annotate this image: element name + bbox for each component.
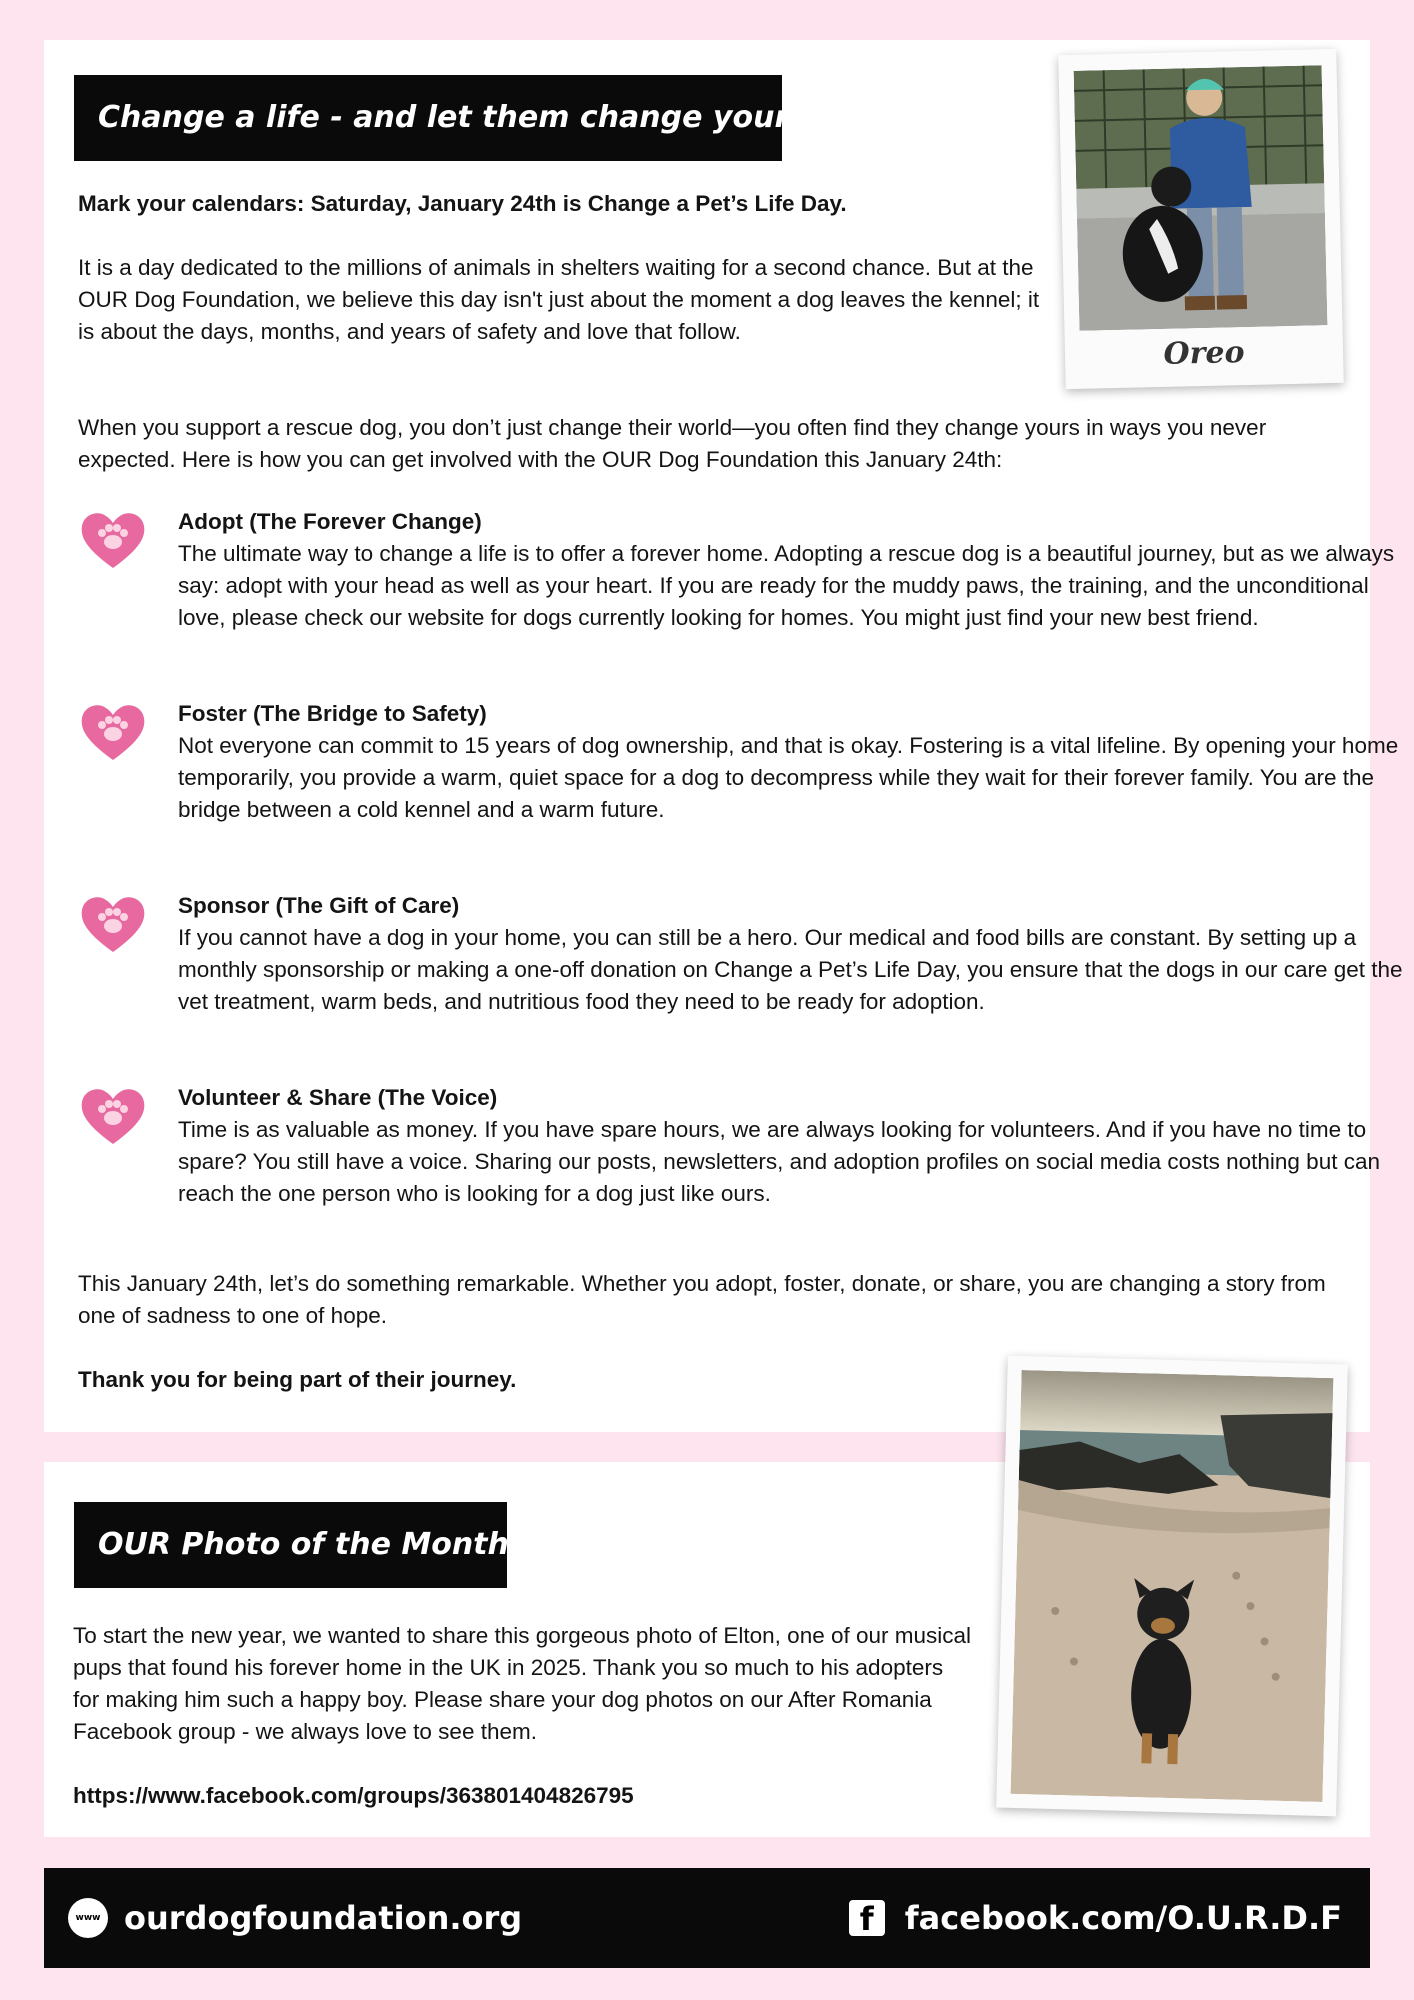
footer-bar [44,1868,1370,1968]
item-body: Time is as valuable as money. If you have spare hours, we are always looking for volunteers. And if you have no time to spare? You still have a voice. Sharing our posts, newsletters, and adoption profiles on social media costs nothing but can reach the one person who is looking for a dog just like ours. [178,1117,1380,1206]
facebook-link[interactable] [849,1868,1342,1968]
elton-photo [1011,1370,1334,1802]
elton-polaroid [996,1356,1348,1817]
list-item [78,506,1395,666]
photo-of-month-title: OUR Photo of the Month [74,1502,507,1588]
thanks-line: Thank you for being part of their journey. [78,1367,517,1392]
list-item [78,698,1399,858]
paw-heart-icon [78,700,148,764]
support-paragraph: When you support a rescue dog, you don’t just change their world—you often find they change yours in ways you never expected. Here is how you can get involved with the OUR Dog Foundation this January 24th: [78,415,1267,472]
item-body: If you cannot have a dog in your home, you can still be a hero. Our medical and food bills are constant. By setting up a monthly sponsorship or making a one-off donation on Change a Pet’s Life Day, you ensure that the dogs in our care get the vet treatment, warm beds, and nutritious food they need to be ready for adoption. [178,925,1403,1014]
calendar-notice: Mark your calendars: Saturday, January 24th is Change a Pet’s Life Day. [78,191,847,216]
oreo-polaroid [1058,49,1344,389]
paw-heart-icon [78,508,148,572]
list-item [78,890,1403,1050]
website-link[interactable] [68,1868,522,1968]
intro-paragraph: It is a day dedicated to the millions of animals in shelters waiting for a second chance. But at the OUR Dog Foundation, we believe this day isn't just about the moment a dog leaves the kennel; it is about the days, months, and years of safety and love that follow. [78,255,1040,344]
closing-paragraph: This January 24th, let’s do something remarkable. Whether you adopt, foster, donate, or share, you are changing a story from one of sadness to one of hope. [78,1271,1326,1328]
facebook-text: facebook.com/O.U.R.D.F [904,1899,1342,1937]
facebook-icon: f [849,1900,885,1936]
item-heading: Volunteer & Share (The Voice) [178,1085,498,1110]
paw-heart-icon [78,892,148,956]
facebook-group-link[interactable]: https://www.facebook.com/groups/363801404826795 [73,1783,634,1808]
section-title: Change a life - and let them change yours! [74,75,782,161]
item-heading: Foster (The Bridge to Safety) [178,701,487,726]
item-body: The ultimate way to change a life is to offer a forever home. Adopting a rescue dog is a beautiful journey, but as we always say: adopt with your head as well as your heart. If you are ready for the muddy paws, the training, and the unconditional love, please check our website for dogs currently looking for homes. You might just find your new best friend. [178,541,1395,630]
website-text: ourdogfoundation.org [124,1899,523,1937]
oreo-photo [1074,65,1328,331]
item-heading: Adopt (The Forever Change) [178,509,482,534]
list-item [78,1082,1380,1242]
item-body: Not everyone can commit to 15 years of dog ownership, and that is okay. Fostering is a vital lifeline. By opening your home temporarily, you provide a warm, quiet space for a dog to decompress while they wait for their forever family. You are the bridge between a cold kennel and a warm future. [178,733,1399,822]
oreo-caption: Oreo [1163,335,1245,372]
item-heading: Sponsor (The Gift of Care) [178,893,460,918]
photo-of-month-text: To start the new year, we wanted to share this gorgeous photo of Elton, one of our musical pups that found his forever home in the UK in 2025. Thank you so much to his adopters for making him such a happy boy. Please share your dog photos on our After Romania Facebook group - we always love to see them. [73,1623,972,1744]
globe-icon: www [68,1898,108,1938]
paw-heart-icon [78,1084,148,1148]
